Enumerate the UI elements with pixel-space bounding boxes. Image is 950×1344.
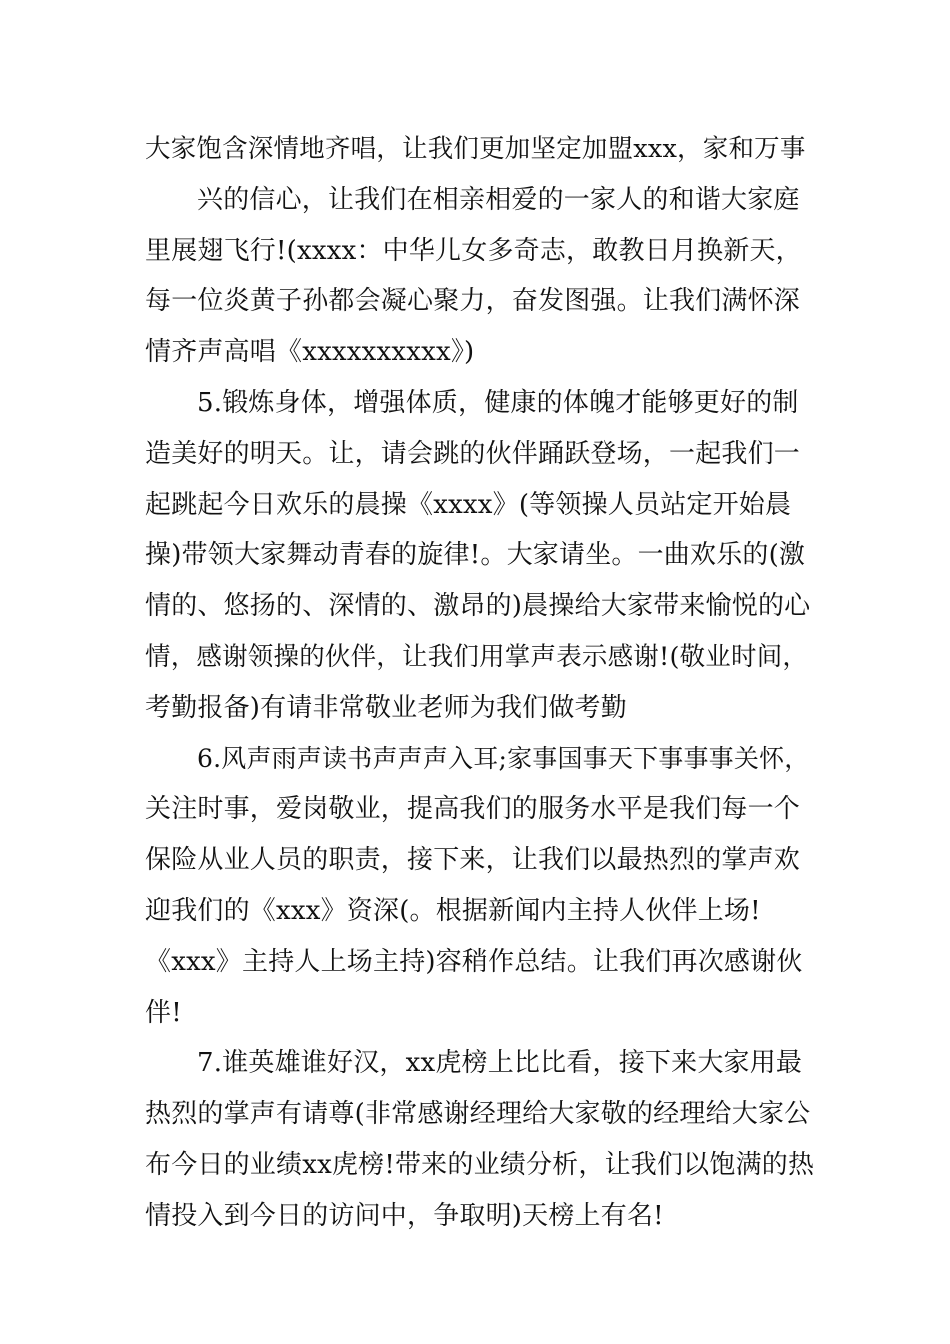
text-line: 兴的信心，让我们在相亲相爱的一家人的和谐大家庭	[197, 184, 800, 215]
text-line: 里展翅飞行!(xxxx：中华儿女多奇志，敢教日月换新天，	[145, 235, 802, 266]
text-line: 操)带领大家舞动青春的旋律!。大家请坐。一曲欢乐的(激	[145, 540, 806, 571]
paragraph-6-start: 6.风声雨声读书声声声入耳;家事国事天下事事事关怀，	[197, 743, 810, 773]
text-line: 布今日的业绩xx虎榜!带来的业绩分析，让我们以饱满的热	[145, 1149, 815, 1180]
text-line: 造美好的明天。让，请会跳的伙伴踊跃登场，一起我们一	[145, 438, 801, 469]
text-line: 起跳起今日欢乐的晨操《xxxx》(等领操人员站定开始晨	[145, 489, 792, 520]
text-line: 情，感谢领操的伙伴，让我们用掌声表示感谢!(敬业时间，	[145, 641, 809, 672]
text-line: 情的、悠扬的、深情的、激昂的)晨操给大家带来愉悦的心	[145, 591, 811, 622]
text-line: 关注时事，爱岗敬业，提高我们的服务水平是我们每一个	[145, 794, 801, 825]
text-line: 情投入到今日的访问中，争取明)天榜上有名!	[145, 1200, 664, 1231]
text-line: 迎我们的《xxx》资深(。根据新闻内主持人伙伴上场!	[145, 895, 761, 926]
text-line: 热烈的掌声有请尊(非常感谢经理给大家敬的经理给大家公	[145, 1099, 811, 1130]
text-line: 考勤报备)有请非常敬业老师为我们做考勤	[145, 692, 627, 723]
text-line: 每一位炎黄子孙都会凝心聚力，奋发图强。让我们满怀深	[145, 286, 801, 317]
paragraph-5-start: 5.锻炼身体，增强体质，健康的体魄才能够更好的制	[197, 387, 799, 418]
text-line: 《xxx》主持人上场主持)容稍作总结。让我们再次感谢伙	[145, 946, 803, 977]
text-line: 大家饱含深情地齐唱，让我们更加坚定加盟xxx，家和万事	[145, 134, 806, 164]
text-line: 情齐声高唱《xxxxxxxxxx》)	[145, 337, 475, 368]
paragraph-7-start: 7.谁英雄谁好汉，xx虎榜上比比看，接下来大家用最	[197, 1048, 803, 1079]
text-line: 伴!	[145, 997, 182, 1028]
text-line: 保险从业人员的职责，接下来，让我们以最热烈的掌声欢	[145, 845, 801, 876]
body-text	[145, 124, 815, 1242]
